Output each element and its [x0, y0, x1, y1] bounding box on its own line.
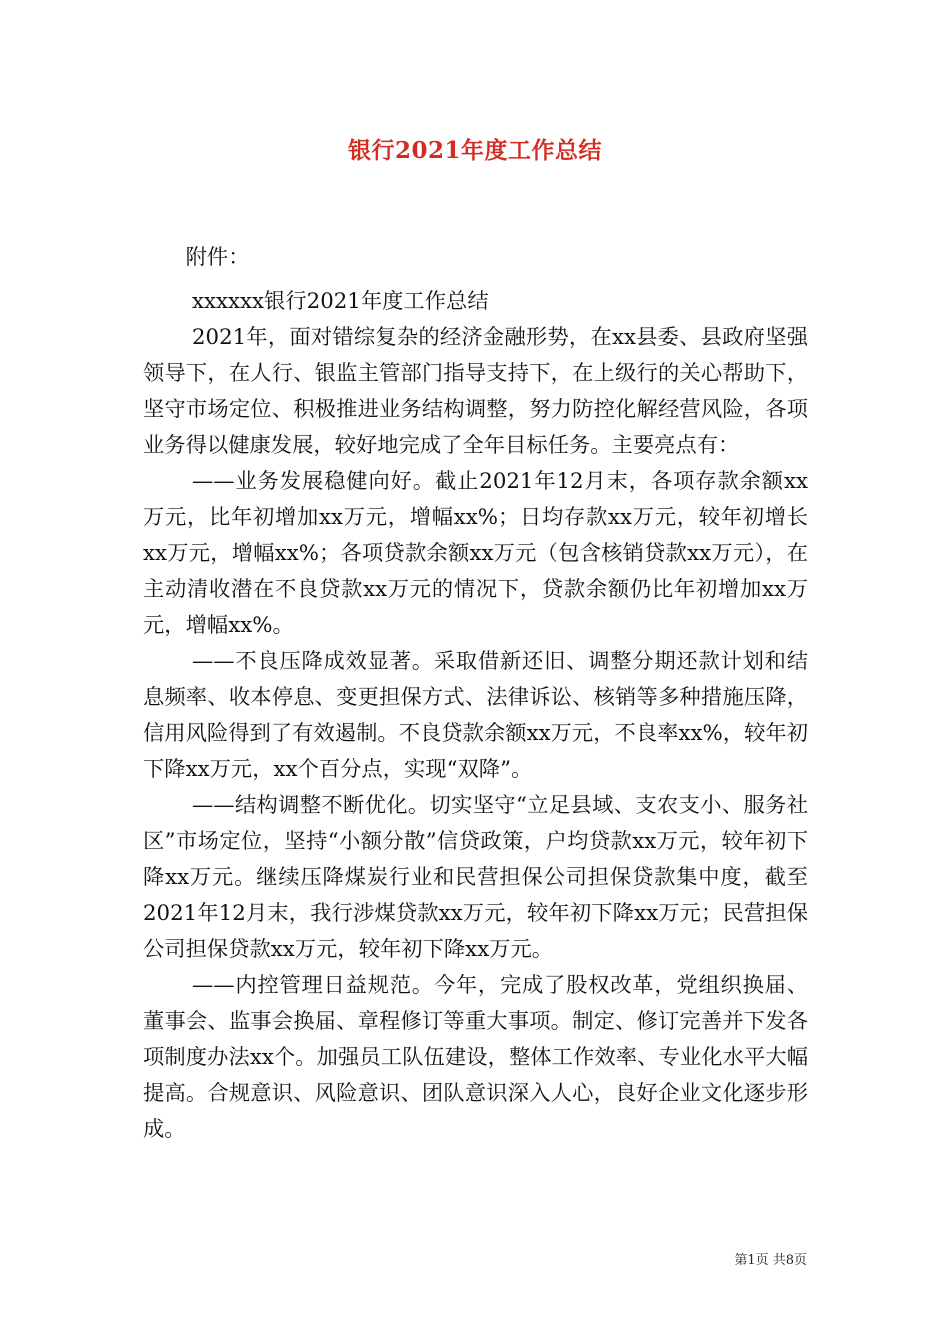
- paragraph-internal-control: ——内控管理日益规范。今年，完成了股权改革，党组织换届、董事会、监事会换届、章程修订等重大事项。制定、修订完善并下发各项制度办法xx个。加强员工队伍建设，整体工作效率、专业化水平大幅提高。合规意识、风险意识、团队意识深入人心，良好企业文化逐步形成。: [143, 973, 808, 1142]
- document-subtitle: xxxxxx银行2021年度工作总结: [191, 289, 489, 314]
- paragraph-npl-reduction: ——不良压降成效显著。采取借新还旧、调整分期还款计划和结息频率、收本停息、变更担保方式、法律诉讼、核销等多种措施压降，信用风险得到了有效遏制。不良贷款余额xx万元，不良率xx%，较年初下降xx万元，xx个百分点，实现“双降”。: [143, 649, 808, 782]
- page-number: 第1页 共8页: [734, 1253, 807, 1268]
- document-body: [143, 240, 808, 1148]
- paragraph-intro: 2021年，面对错综复杂的经济金融形势，在xx县委、县政府坚强领导下，在人行、银监主管部门指导支持下，在上级行的关心帮助下，坚守市场定位、积极推进业务结构调整，努力防控化解经营风险，各项业务得以健康发展，较好地完成了全年目标任务。主要亮点有：: [143, 325, 808, 458]
- paragraph-structure-optimization: ——结构调整不断优化。切实坚守“立足县域、支农支小、服务社区”市场定位，坚持“小额分散”信贷政策，户均贷款xx万元，较年初下降xx万元。继续压降煤炭行业和民营担保公司担保贷款集中度，截至2021年12月末，我行涉煤贷款xx万元，较年初下降xx万元；民营担保公司担保贷款xx万元，较年初下降xx万元。: [143, 793, 808, 962]
- page-title: 银行2021年度工作总结: [347, 137, 602, 164]
- paragraph-business-growth: ——业务发展稳健向好。截止2021年12月末，各项存款余额xx万元，比年初增加xx万元，增幅xx%；日均存款xx万元，较年初增长xx万元，增幅xx%；各项贷款余额xx万元（包含核销贷款xx万元），在主动清收潜在不良贷款xx万元的情况下，贷款余额仍比年初增加xx万元，增幅xx%。: [143, 469, 808, 638]
- annex-label: 附件：: [185, 245, 250, 270]
